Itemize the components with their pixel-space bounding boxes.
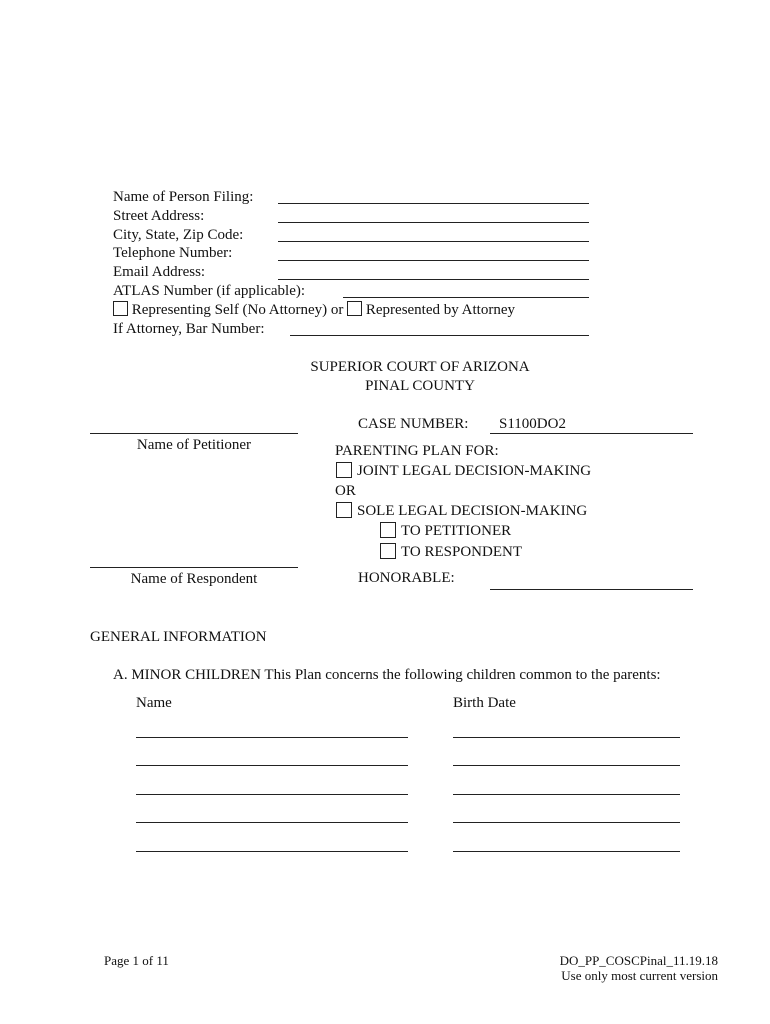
- bar-number-field[interactable]: [290, 335, 589, 336]
- representing-self-label: Representing Self (No Attorney) or: [131, 302, 344, 318]
- petitioner-name-field[interactable]: [90, 433, 298, 434]
- page-number: Page 1 of 11: [104, 953, 169, 968]
- represented-by-attorney-label: Represented by Attorney: [365, 302, 516, 318]
- court-county: PINAL COUNTY: [365, 378, 475, 394]
- child-birth-date-field[interactable]: [453, 765, 680, 766]
- child-birth-date-field[interactable]: [453, 737, 680, 738]
- city-state-zip-field[interactable]: [278, 241, 589, 242]
- children-birth-date-header: Birth Date: [453, 695, 516, 711]
- sole-decision-label: SOLE LEGAL DECISION-MAKING: [357, 503, 588, 519]
- to-petitioner-label: TO PETITIONER: [401, 523, 512, 539]
- honorable-label: HONORABLE:: [358, 570, 455, 586]
- representing-self-checkbox[interactable]: [113, 301, 128, 316]
- or-label: OR: [335, 483, 356, 499]
- atlas-number-field[interactable]: [343, 297, 589, 298]
- general-information-heading: GENERAL INFORMATION: [90, 629, 267, 645]
- child-name-field[interactable]: [136, 794, 408, 795]
- filer-name-label: Name of Person Filing:: [113, 189, 254, 205]
- case-number-field[interactable]: [490, 433, 693, 434]
- to-petitioner-checkbox[interactable]: [380, 522, 396, 538]
- case-number-label: CASE NUMBER:: [358, 416, 469, 432]
- petitioner-label: Name of Petitioner: [136, 437, 252, 453]
- to-respondent-label: TO RESPONDENT: [401, 544, 522, 560]
- child-name-field[interactable]: [136, 851, 408, 852]
- current-version-note: Use only most current version: [561, 968, 718, 983]
- to-respondent-checkbox[interactable]: [380, 543, 396, 559]
- filer-name-field[interactable]: [278, 203, 589, 204]
- represented-by-attorney-checkbox[interactable]: [347, 301, 362, 316]
- sole-decision-checkbox[interactable]: [336, 502, 352, 518]
- section-a-line: [113, 666, 661, 684]
- child-name-field[interactable]: [136, 765, 408, 766]
- form-id: DO_PP_COSCPinal_11.19.18: [559, 953, 718, 968]
- street-address-field[interactable]: [278, 222, 589, 223]
- email-field[interactable]: [278, 279, 589, 280]
- case-number-value: S1100DO2: [499, 416, 566, 432]
- child-birth-date-field[interactable]: [453, 851, 680, 852]
- bar-number-label: If Attorney, Bar Number:: [113, 321, 265, 337]
- joint-decision-checkbox[interactable]: [336, 462, 352, 478]
- telephone-field[interactable]: [278, 260, 589, 261]
- children-name-header: Name: [136, 695, 172, 711]
- representation-row: [113, 301, 515, 319]
- respondent-label: Name of Respondent: [130, 571, 258, 587]
- child-birth-date-field[interactable]: [453, 794, 680, 795]
- city-state-zip-label: City, State, Zip Code:: [113, 227, 244, 243]
- respondent-name-field[interactable]: [90, 567, 298, 568]
- honorable-field[interactable]: [490, 589, 693, 590]
- telephone-label: Telephone Number:: [113, 245, 233, 261]
- email-label: Email Address:: [113, 264, 206, 280]
- section-a-title: MINOR CHILDREN: [131, 667, 261, 683]
- parenting-plan-title: PARENTING PLAN FOR:: [335, 443, 499, 459]
- street-address-label: Street Address:: [113, 208, 205, 224]
- child-name-field[interactable]: [136, 737, 408, 738]
- child-name-field[interactable]: [136, 822, 408, 823]
- court-name: SUPERIOR COURT OF ARIZONA: [310, 359, 530, 375]
- section-a-text: This Plan concerns the following children common to the parents:: [264, 667, 661, 683]
- atlas-number-label: ATLAS Number (if applicable):: [113, 283, 306, 299]
- joint-decision-label: JOINT LEGAL DECISION-MAKING: [357, 463, 592, 479]
- child-birth-date-field[interactable]: [453, 822, 680, 823]
- section-a-letter: A.: [113, 667, 128, 683]
